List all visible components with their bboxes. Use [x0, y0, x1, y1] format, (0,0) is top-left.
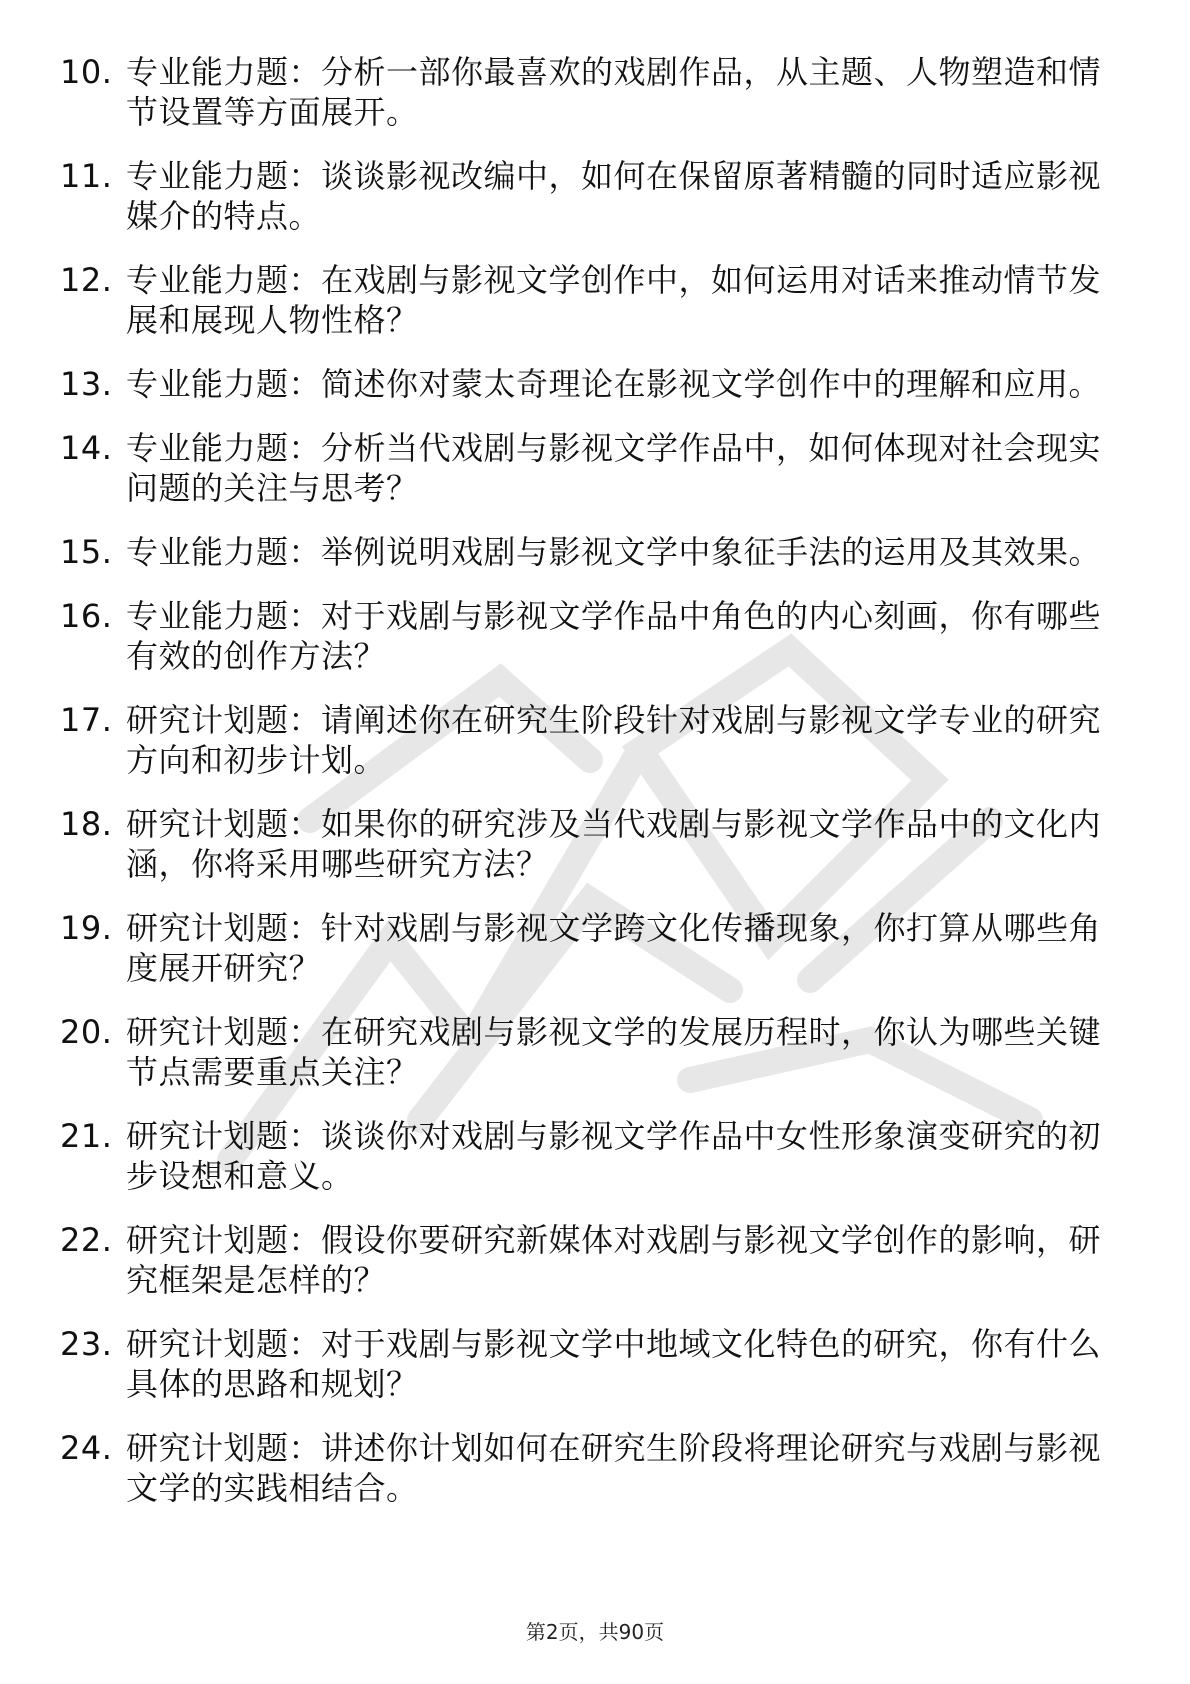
- question-text: 谈谈你对戏剧与影视文学作品中女性形象演变研究的初步设想和意义。: [126, 1117, 1102, 1195]
- question-number: 23.: [60, 1325, 113, 1363]
- question-category: 研究计划题：: [126, 805, 322, 843]
- question-number: 24.: [60, 1429, 113, 1467]
- question-category: 专业能力题：: [126, 365, 322, 403]
- question-number: 20.: [60, 1013, 113, 1051]
- list-item: [60, 596, 1110, 676]
- question-text: 请阐述你在研究生阶段针对戏剧与影视文学专业的研究方向和初步计划。: [126, 701, 1102, 779]
- question-text: 对于戏剧与影视文学作品中角色的内心刻画，你有哪些有效的创作方法？: [126, 597, 1102, 675]
- question-text: 谈谈影视改编中，如何在保留原著精髓的同时适应影视媒介的特点。: [126, 157, 1102, 235]
- question-text: 举例说明戏剧与影视文学中象征手法的运用及其效果。: [321, 533, 1102, 571]
- question-number: 10.: [60, 53, 113, 91]
- question-text: 分析当代戏剧与影视文学作品中，如何体现对社会现实问题的关注与思考？: [126, 429, 1102, 507]
- page-footer: 第2页，共90页: [525, 1620, 665, 1644]
- question-text: 如果你的研究涉及当代戏剧与影视文学作品中的文化内涵，你将采用哪些研究方法？: [126, 805, 1102, 883]
- list-item: [60, 804, 1110, 884]
- question-number: 22.: [60, 1221, 113, 1259]
- list-item: [60, 1116, 1110, 1196]
- question-number: 19.: [60, 909, 113, 947]
- list-item: [60, 1428, 1110, 1508]
- question-text: 针对戏剧与影视文学跨文化传播现象，你打算从哪些角度展开研究？: [126, 909, 1102, 987]
- question-category: 研究计划题：: [126, 1429, 322, 1467]
- question-text: 在戏剧与影视文学创作中，如何运用对话来推动情节发展和展现人物性格？: [126, 261, 1102, 339]
- list-item: [60, 364, 1110, 404]
- question-category: 研究计划题：: [126, 1117, 322, 1155]
- question-number: 18.: [60, 805, 113, 843]
- question-number: 12.: [60, 261, 113, 299]
- question-category: 研究计划题：: [126, 701, 322, 739]
- list-item: [60, 52, 1110, 132]
- question-text: 假设你要研究新媒体对戏剧与影视文学创作的影响，研究框架是怎样的？: [126, 1221, 1102, 1299]
- question-number: 15.: [60, 533, 113, 571]
- question-number: 17.: [60, 701, 113, 739]
- question-category: 专业能力题：: [126, 261, 322, 299]
- list-item: [60, 260, 1110, 340]
- list-item: [60, 700, 1110, 780]
- list-item: [60, 908, 1110, 988]
- list-item: [60, 1012, 1110, 1092]
- question-number: 11.: [60, 157, 113, 195]
- question-text: 讲述你计划如何在研究生阶段将理论研究与戏剧与影视文学的实践相结合。: [126, 1429, 1102, 1507]
- question-text: 对于戏剧与影视文学中地域文化特色的研究，你有什么具体的思路和规划？: [126, 1325, 1102, 1403]
- question-number: 14.: [60, 429, 113, 467]
- question-number: 16.: [60, 597, 113, 635]
- question-number: 13.: [60, 365, 113, 403]
- list-item: [60, 1220, 1110, 1300]
- question-category: 专业能力题：: [126, 597, 322, 635]
- list-item: [60, 532, 1110, 572]
- list-item: [60, 156, 1110, 236]
- question-category: 专业能力题：: [126, 157, 322, 195]
- question-category: 专业能力题：: [126, 53, 322, 91]
- question-category: 专业能力题：: [126, 429, 322, 467]
- question-number: 21.: [60, 1117, 113, 1155]
- list-item: [60, 1324, 1110, 1404]
- question-category: 研究计划题：: [126, 1013, 322, 1051]
- question-category: 研究计划题：: [126, 1221, 322, 1259]
- question-category: 研究计划题：: [126, 909, 322, 947]
- list-item: [60, 428, 1110, 508]
- question-text: 简述你对蒙太奇理论在影视文学创作中的理解和应用。: [321, 365, 1102, 403]
- question-category: 专业能力题：: [126, 533, 322, 571]
- question-text: 在研究戏剧与影视文学的发展历程时，你认为哪些关键节点需要重点关注？: [126, 1013, 1102, 1091]
- question-text: 分析一部你最喜欢的戏剧作品，从主题、人物塑造和情节设置等方面展开。: [126, 53, 1102, 131]
- question-category: 研究计划题：: [126, 1325, 322, 1363]
- question-list: [60, 52, 1110, 1532]
